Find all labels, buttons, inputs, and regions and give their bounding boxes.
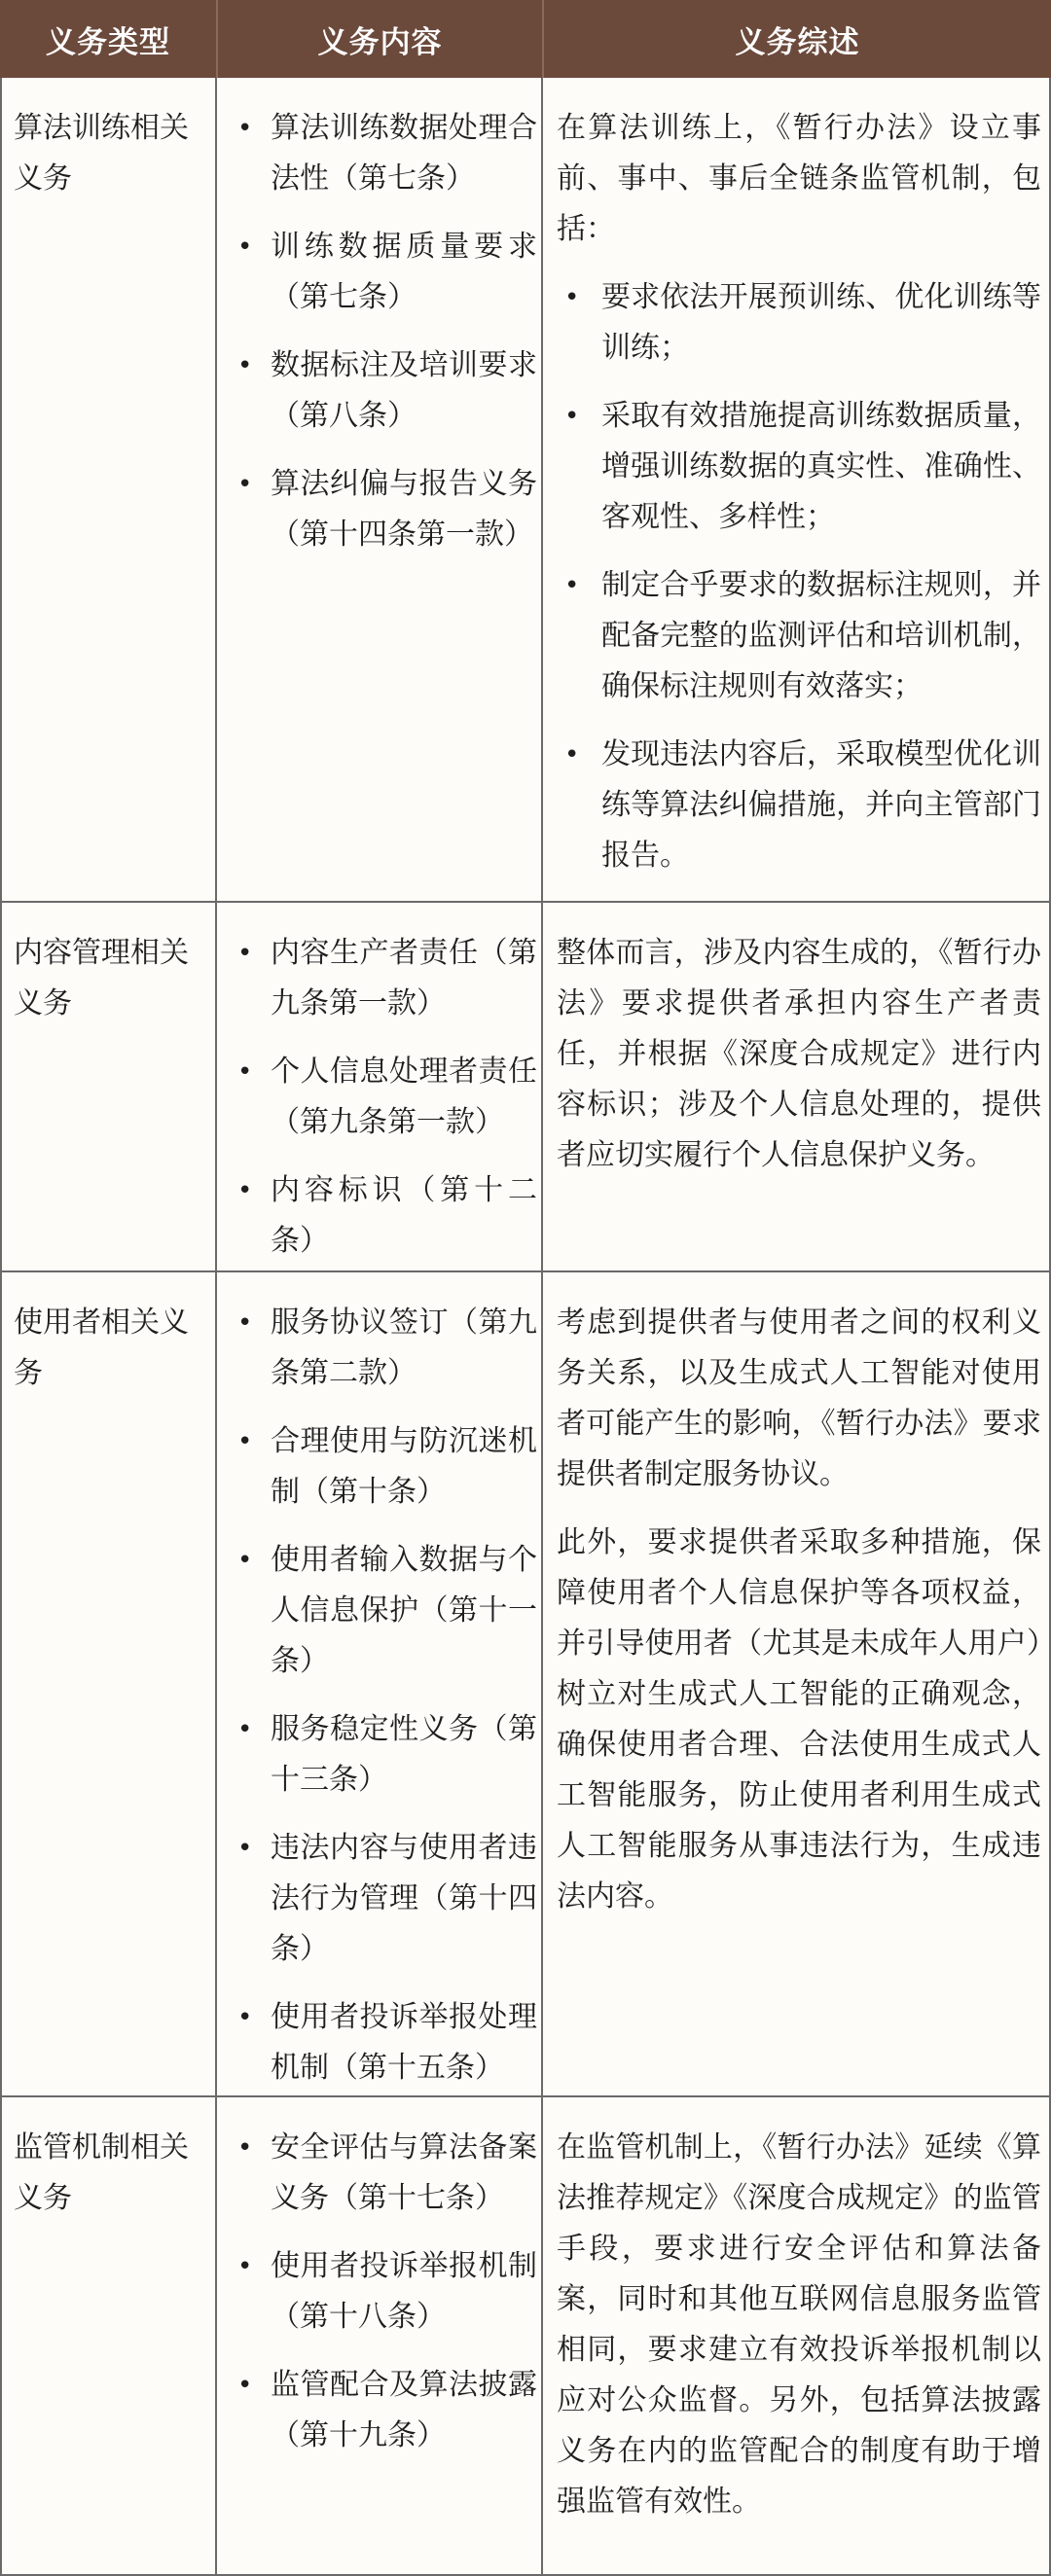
summary-item: • 要求依法开展预训练、优化训练等训练； [557,272,1041,374]
content-item: • 服务稳定性义务（第十三条） [220,1704,537,1806]
content-item: • 内容标识（第十二条） [220,1165,537,1267]
obligation-content-cell [220,1298,537,2111]
content-item: • 合理使用与防沉迷机制（第十条） [220,1416,537,1518]
summary-paragraph: 考虑到提供者与使用者之间的权利义务关系，以及生成式人工智能对使用者可能产生的影响，《暂行办法》要求提供者制定服务协议。 [557,1306,1041,1491]
obligation-type-cell: 算法训练相关义务 [14,111,189,196]
obligation-summary-cell [557,2123,1041,2545]
summary-item: • 制定合乎要求的数据标注规则，并配备完整的监测评估和培训机制，确保标注规则有效落实； [557,560,1041,712]
content-item: • 个人信息处理者责任（第九条第一款） [220,1047,537,1148]
summary-paragraph: 在算法训练上，《暂行办法》设立事前、事中、事后全链条监管机制，包括： [557,111,1041,246]
content-item: • 使用者投诉举报处理机制（第十五条） [220,1992,537,2093]
content-item: • 监管配合及算法披露（第十九条） [220,2360,537,2461]
summary-paragraph: 此外，要求提供者采取多种措施，保障使用者个人信息保护等各项权益，并引导使用者（尤其是未成年人用户）树立对生成式人工智能的正确观念，确保使用者合理、合法使用生成式人工智能服务，防止使用者利用生成式人工智能服务从事违法行为，生成违法内容。 [557,1525,1041,1914]
summary-paragraph: 在监管机制上，《暂行办法》延续《算法推荐规定》《深度合成规定》的监管手段，要求进行安全评估和算法备案，同时和其他互联网信息服务监管相同，要求建立有效投诉举报机制以应对公众监督。另外，包括算法披露义务在内的监管配合的制度有助于增强监管有效性。 [557,2130,1041,2519]
content-item: • 使用者输入数据与个人信息保护（第十一条） [220,1535,537,1687]
content-item: • 服务协议签订（第九条第二款） [220,1298,537,1399]
summary-paragraph: 整体而言，涉及内容生成的，《暂行办法》要求提供者承担内容生产者责任，并根据《深度合成规定》进行内容标识；涉及个人信息处理的，提供者应切实履行个人信息保护义务。 [557,936,1041,1172]
table-row-user-related [0,1272,1051,2095]
table-row-algorithm-training [0,78,1051,901]
content-item: • 算法训练数据处理合法性（第七条） [220,103,537,204]
obligation-summary-cell [557,928,1041,1199]
table-row-content-management [0,903,1051,1270]
header-obligation-content: 义务内容 [216,0,542,78]
obligation-summary-cell [557,103,1041,899]
summary-item: • 发现违法内容后，采取模型优化训练等算法纠偏措施，并向主管部门报告。 [557,730,1041,881]
content-item: • 违法内容与使用者违法行为管理（第十四条） [220,1823,537,1975]
summary-item: • 采取有效措施提高训练数据质量，增强训练数据的真实性、准确性、客观性、多样性； [557,391,1041,543]
content-item: • 使用者投诉举报机制（第十八条） [220,2241,537,2343]
obligation-type-cell: 使用者相关义务 [14,1306,189,1390]
obligation-summary-cell [557,1298,1041,1940]
obligation-content-cell [220,103,537,578]
table-row-supervision-mechanism [0,2097,1051,2574]
obligation-type-cell: 监管机制相关义务 [14,2130,189,2215]
content-item: • 算法纠偏与报告义务（第十四条第一款） [220,459,537,560]
content-item: • 训练数据质量要求（第七条） [220,222,537,323]
obligation-content-cell [220,2123,537,2479]
obligation-content-cell [220,928,537,1284]
obligation-type-cell: 内容管理相关义务 [14,936,189,1020]
content-item: • 数据标注及培训要求（第八条） [220,340,537,442]
header-obligation-type: 义务类型 [46,24,170,60]
content-item: • 内容生产者责任（第九条第一款） [220,928,537,1029]
table-header [0,0,1051,78]
header-obligation-summary: 义务综述 [542,0,1051,78]
content-item: • 安全评估与算法备案义务（第十七条） [220,2123,537,2224]
